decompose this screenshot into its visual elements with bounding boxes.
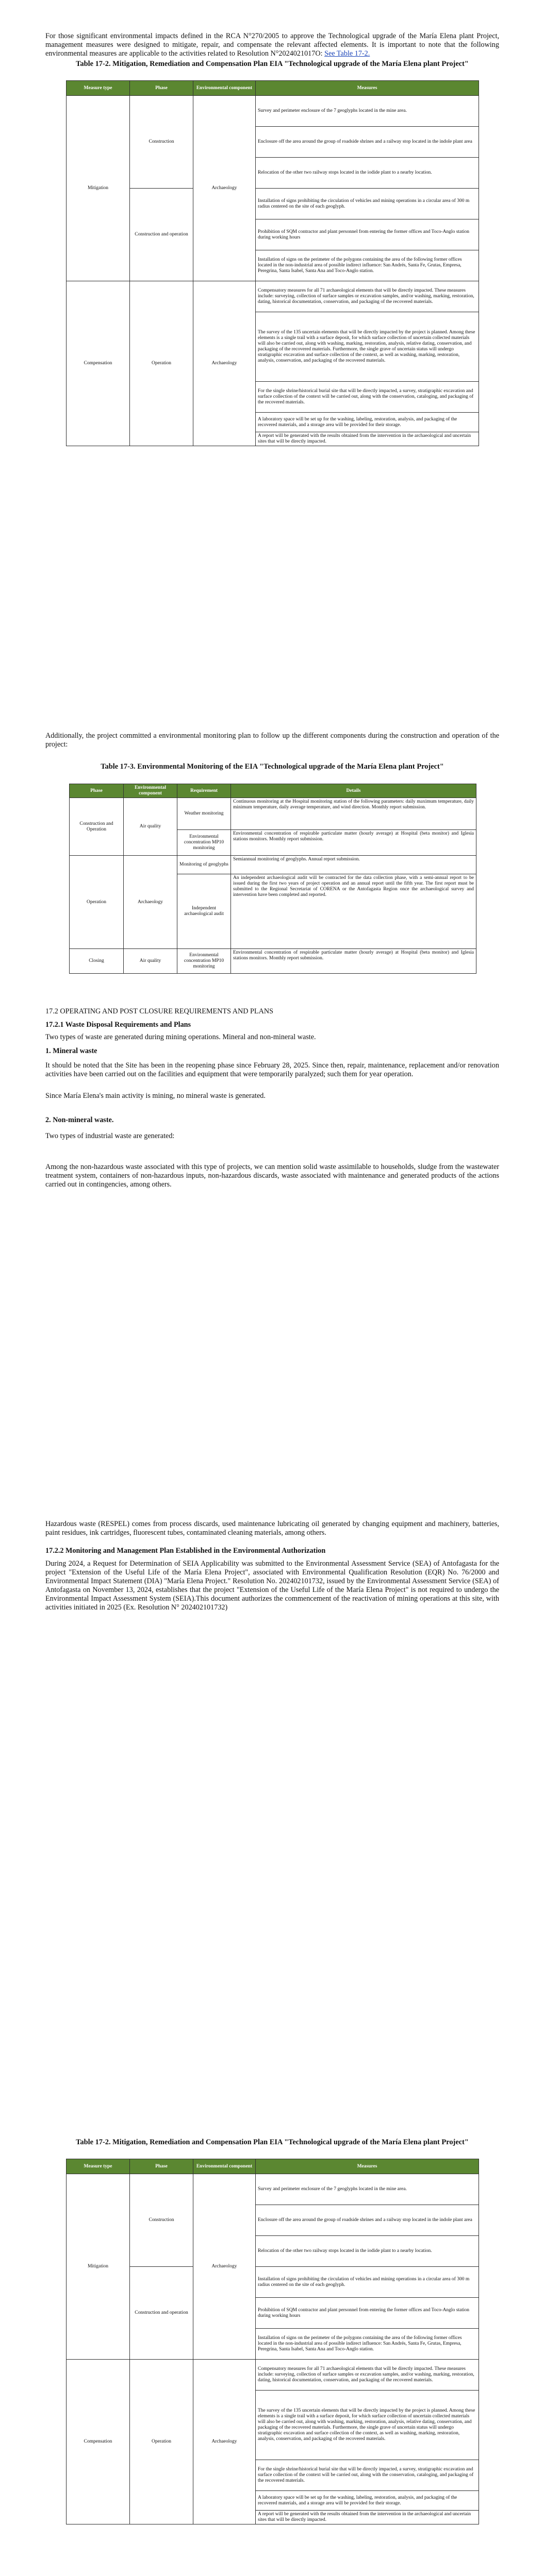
header-measures: Measures [256,2159,479,2174]
header-measure-type: Measure type [67,81,130,96]
measure-type-compensation: Compensation [67,281,130,446]
requirement-cell: Environmental concentration MP10 monitoring [177,830,231,856]
subsection-heading-waste: 17.2.1 Waste Disposal Requirements and Plans [45,1021,191,1029]
measure-cell: Installation of signs prohibiting the circulation of vehicles and mining operations in a circular area of 300 m radius centered on the site of each geoglyph. [256,189,479,219]
measure-cell: Relocation of the other two railway stops located in the iodide plant to a nearby location. [256,158,479,189]
phase-operation: Operation [130,281,193,446]
phase-construction-operation: Construction and operation [130,189,193,281]
table-17-3-caption: Table 17-3. Environmental Monitoring of the EIA "Technological upgrade of the María Elena plant Project" [101,762,444,771]
measure-cell: A report will be generated with the results obtained from the intervention in the archaeological and uncertain sites that will be directly impacted. [256,2511,479,2524]
additionally-paragraph [45,732,499,749]
header-environmental-component: Environmental component [124,784,177,798]
phase-cell: Construction and Operation [70,798,124,856]
measure-cell: Enclosure off the area around the group of roadside shrines and a railway stop located in the indole plant area [256,127,479,158]
header-environmental-component: Environmental component [193,2159,256,2174]
details-cell: An independent archaeological audit will be contracted for the data collection phase, with a semi-annual report to be issued during the first two years of project operation and an annual report until the fifth year. The first report must be submitted to the Regional Secretariat of CORENA or the Antofagasta Region once the archaeological survey and intervention have been completed and reported. [231,874,476,949]
measure-cell: A report will be generated with the results obtained from the intervention in the archaeological and uncertain sites that will be directly impacted. [256,432,479,446]
non-mineral-waste-text: Two types of industrial waste are generated: [45,1132,175,1140]
measure-cell: Relocation of the other two railway stops located in the iodide plant to a nearby location. [256,2236,479,2267]
phase-cell: Closing [70,949,124,974]
details-cell: Continuous monitoring at the Hospital monitoring station of the following parameters: daily maximum temperature, daily minimum temperature, daily average temperature, and wind direction. Monthly report submission. [231,798,476,830]
table-17-2-caption-repeat: Table 17-2. Mitigation, Remediation and Compensation Plan EIA "Technological upgrade of the María Elena plant Project" [76,2138,469,2146]
waste-types-text: Two types of waste are generated during mining operations. Mineral and non-mineral waste. [45,1033,316,1041]
see-table-link[interactable]: See Table 17-2. [324,49,370,58]
requirement-cell: Monitoring of geoglyphs [177,856,231,874]
header-details: Details [231,784,476,798]
monitoring-plan-text: During 2024, a Request for Determination of SEIA Applicability was submitted to the Environmental Assessment Service (SEA) of Antofagasta for the project "Extension of the Useful Life of the María Elena Project", associated with Environmental Qualification Resolution (EQR) No. 76/2000 and Environmental Impact Statement (DIA) "María Elena Project." Resolution No. 202402101732, issued by the Environmental Assessment Service (SEA) of Antofagasta on November 13, 2024, establishes that the project "Extension of the Useful Life of the María Elena Project" is not required to undergo the Environmental Impact Assessment System (SEIA).This document authorizes the commencement of the reactivation of mining operations at this site, with activities initiated in 2025 (Ex. Resolution N° 202402101732) [45,1560,499,1612]
header-environmental-component: Environmental component [193,81,256,96]
mineral-waste-title: 1. Mineral waste [45,1047,97,1055]
details-cell: Semiannual monitoring of geoglyphs. Annual report submission. [231,856,476,874]
phase-construction: Construction [130,96,193,189]
requirement-cell: Environmental concentration MP10 monitoring [177,949,231,974]
environmental-monitoring-table [69,784,476,974]
phase-operation: Operation [130,2360,193,2524]
phase-cell: Operation [70,856,124,949]
component-archaeology: Archaeology [193,96,256,281]
non-hazardous-waste-text: Among the non-hazardous waste associated with this type of projects, we can mention solid waste assimilable to households, sludge from the wastewater treatment system, containers of non-hazardous inputs, non-hazardous discards, waste associated with maintenance and generated products of the actions carried out in contingencies, among others. [45,1163,499,1189]
component-cell: Air quality [124,949,177,974]
measure-cell: Compensatory measures for all 71 archaeological elements that will be directly impacted. These measures include: surveying, collection of surface samples or excavation samples, and/or washing, marking, restoration, dating, historical documentation, conservation, and packaging of the recovered materials. [256,2360,479,2391]
requirement-cell: Independent archaeological audit [177,874,231,949]
subsection-heading-monitoring: 17.2.2 Monitoring and Management Plan Established in the Environmental Authorization [45,1547,326,1555]
measure-cell: A laboratory space will be set up for the washing, labeling, restoration, analysis, and packaging of the recovered materials, and a storage area will be provided for their storage. [256,2491,479,2511]
hazardous-waste-text: Hazardous waste (RESPEL) comes from process discards, used maintenance lubricating oil generated by changing equipment and machinery, batteries, paint residues, ink cartridges, fluorescent tubes, contaminated cleaning materials, among others. [45,1520,499,1537]
measure-cell: The survey of the 135 uncertain elements that will be directly impacted by the project is planned. Among these elements is a single trail with a surface deposit, for which surface collection of uncertain collected materials will also be carried out, along with washing, marking, restoration, analysis, relative dating, conservation, and packaging of the recovered materials. Furthermore, the single grave of uncertain status will undergo stratigraphic excavation and surface collection of the context, as well as washing, marking, restoration, analysis, conservation, and packaging of the recovered materials. [256,2391,479,2460]
non-mineral-waste-title: 2. Non-mineral waste. [45,1116,114,1124]
header-measure-type: Measure type [67,2159,130,2174]
phase-construction-operation: Construction and operation [130,2267,193,2360]
measure-cell: Survey and perimeter enclosure of the 7 geoglyphs located in the mine area. [256,2174,479,2205]
measure-cell: Installation of signs on the perimeter of the polygons containing the area of the following former offices located in the non-industrial area of possible indirect influence: San Andrés, Santa Fe, Grutas, Empresa, Peregrina, Santa Isabel, Santa Ana and Toco-Anglo station. [256,2329,479,2360]
phase-construction: Construction [130,2174,193,2267]
component-archaeology: Archaeology [193,281,256,446]
measure-cell: For the single shrine/historical burial site that will be directly impacted, a survey, stratigraphic excavation and surface collection of the context will be carried out, along with the conservation, cataloging, and packaging of the recovered materials. [256,382,479,413]
measure-cell: Installation of signs on the perimeter of the polygons containing the area of the following former offices located in the non-industrial area of possible indirect influence: San Andrés, Santa Fe, Grutas, Empresa, Peregrina, Santa Isabel, Santa Ana and Toco-Anglo station. [256,250,479,281]
component-cell: Air quality [124,798,177,856]
measure-cell: Enclosure off the area around the group of roadside shrines and a railway stop located in the indole plant area [256,2205,479,2236]
details-cell: Environmental concentration of respirable particulate matter (hourly average) at Hospital (beta monitor) and Iglesia stations monitors. Monthly report submission. [231,830,476,856]
measure-cell: Installation of signs prohibiting the circulation of vehicles and mining operations in a circular area of 300 m radius centered on the site of each geoglyph. [256,2267,479,2298]
measure-cell: Compensatory measures for all 71 archaeological elements that will be directly impacted. These measures include: surveying, collection of surface samples or excavation samples, and/or washing, marking, restoration, dating, historical documentation, conservation, and packaging of the recovered materials. [256,281,479,312]
additionally-text: Additionally, the project committed a environmental monitoring plan to follow up the different components during the construction and operation of the project: [45,732,499,749]
header-measures: Measures [256,81,479,96]
header-phase: Phase [130,81,193,96]
section-heading: 17.2 OPERATING AND POST CLOSURE REQUIREMENTS AND PLANS [45,1007,273,1015]
measure-cell: For the single shrine/historical burial site that will be directly impacted, a survey, stratigraphic excavation and surface collection of the context will be carried out, along with the conservation, cataloging, and packaging of the recovered materials. [256,2460,479,2491]
measure-cell: Survey and perimeter enclosure of the 7 geoglyphs located in the mine area. [256,96,479,127]
intro-text: For those significant environmental impacts defined in the RCA N°270/2005 to approve the Technological upgrade of the María Elena plant Project, management measures were designed to mitigate, repair, and compensate the relevant affected elements. It is important to note that the following environmental measures are applicable to the activities related to Resolution N°2024021017O: [45,32,499,58]
measure-cell: Prohibition of SQM contractor and plant personnel from entering the former offices and Toco-Anglo station during working hours [256,219,479,250]
mitigation-plan-table-repeat [66,2159,479,2524]
component-cell: Archaeology [124,856,177,949]
mineral-waste-text: It should be noted that the Site has been in the reopening phase since February 28, 2025. Since then, repair, maintenance, replacement and/or renovation activities have been carried out on the facilities and equipment that were temporarily paralyzed; such them for year operation. [45,1061,499,1078]
measure-cell: The survey of the 135 uncertain elements that will be directly impacted by the project is planned. Among these elements is a single trail with a surface deposit, for which surface collection of uncertain collected materials will also be carried out, along with washing, marking, restoration, analysis, relative dating, conservation, and packaging of the recovered materials. Furthermore, the single grave of uncertain status will undergo stratigraphic excavation and surface collection of the context, as well as washing, marking, restoration, analysis, conservation, and packaging of the recovered materials. [256,312,479,382]
measure-cell: Prohibition of SQM contractor and plant personnel from entering the former offices and Toco-Anglo station during working hours [256,2298,479,2329]
mitigation-plan-table [66,80,479,446]
details-cell: Environmental concentration of respirable particulate matter (hourly average) at Hospital (beta monitor) and Iglesia stations monitors. Monthly report submission. [231,949,476,974]
measure-cell: A laboratory space will be set up for the washing, labeling, restoration, analysis, and packaging of the recovered materials, and a storage area will be provided for their storage. [256,413,479,432]
header-phase: Phase [70,784,124,798]
measure-type-compensation: Compensation [67,2360,130,2524]
component-archaeology: Archaeology [193,2174,256,2360]
measure-type-mitigation: Mitigation [67,96,130,281]
table-17-2-caption: Table 17-2. Mitigation, Remediation and Compensation Plan EIA "Technological upgrade of the María Elena plant Project" [76,60,469,68]
intro-paragraph [45,32,499,58]
requirement-cell: Weather monitoring [177,798,231,830]
header-phase: Phase [130,2159,193,2174]
component-archaeology: Archaeology [193,2360,256,2524]
mineral-waste-note: Since María Elena's main activity is mining, no mineral waste is generated. [45,1092,266,1100]
measure-type-mitigation: Mitigation [67,2174,130,2360]
header-requirement: Requirement [177,784,231,798]
